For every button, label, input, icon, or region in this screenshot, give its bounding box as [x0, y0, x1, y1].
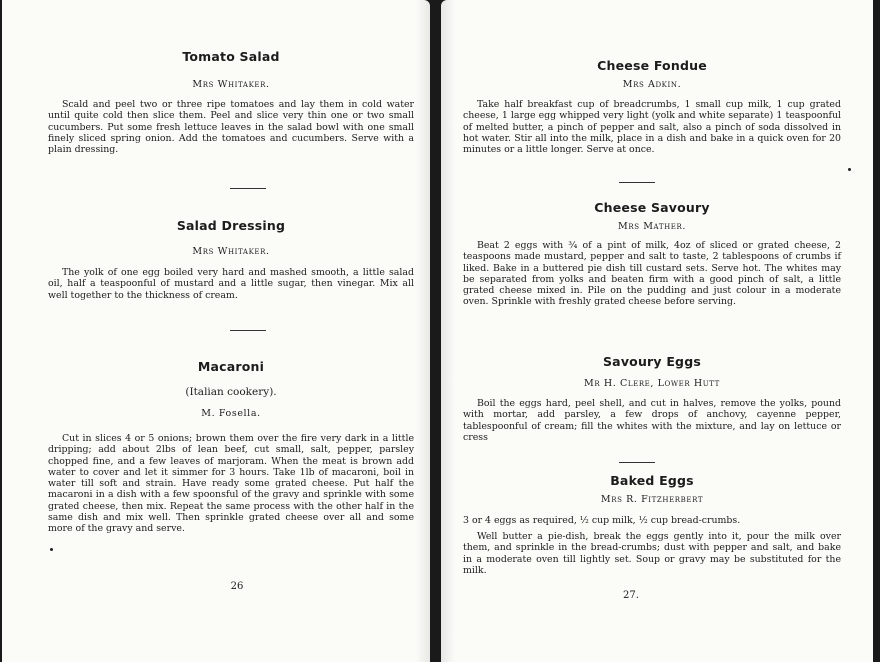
right-page	[441, 0, 873, 662]
recipe-author-savoury-eggs: Mr H. Clere, Lower Hutt	[584, 378, 720, 389]
gutter-shadow	[416, 0, 430, 662]
recipe-author-cheese-savoury: Mrs Mather.	[618, 221, 686, 232]
recipe-ingredients-baked-eggs: 3 or 4 eggs as required, ½ cup milk, ½ cup bread-crumbs.	[463, 515, 741, 526]
section-divider	[230, 330, 266, 331]
recipe-body-cheese-savoury: Beat 2 eggs with ¾ of a pint of milk, 4oz of sliced or grated cheese, 2 teaspoons made mustard, pepper and salt to taste, 2 tablespoons of crumbs if liked. Bake in a buttered pie dish till custard sets. Serve hot. The whites may be separated from yolks and beaten firm with a good pinch of salt, a little grated cheese mixed in. Pile on the pudding and just colour in a moderate oven. Sprinkle with freshly grated cheese before serving.	[463, 240, 841, 308]
section-divider	[230, 188, 266, 189]
recipe-title-cheese-savoury: Cheese Savoury	[594, 200, 710, 215]
recipe-body-salad-dressing: The yolk of one egg boiled very hard and mashed smooth, a little salad oil, half a teaspoonful of mustard and a little sugar, then vinegar. Mix all well together to the thickness of cream.	[48, 267, 414, 301]
recipe-subtitle-macaroni: (Italian cookery).	[185, 386, 277, 398]
recipe-author-cheese-fondue: Mrs Adkin.	[622, 79, 682, 90]
print-speck	[848, 168, 851, 171]
recipe-author-baked-eggs: Mrs R. Fitzherbert	[600, 494, 704, 505]
recipe-title-salad-dressing: Salad Dressing	[176, 218, 286, 233]
recipe-body-tomato-salad: Scald and peel two or three ripe tomatoes and lay them in cold water until quite cold then slice them. Peel and slice very thin one or two small cucumbers. Put some fresh lettuce leaves in the salad bowl with one small finely sliced spring onion. Add the tomatoes and cucumbers. Serve with a plain dressing.	[48, 99, 414, 156]
recipe-title-baked-eggs: Baked Eggs	[610, 473, 694, 488]
left-page	[2, 0, 430, 662]
page-number: 26	[230, 581, 244, 592]
recipe-body-cheese-fondue: Take half breakfast cup of breadcrumbs, 1 small cup milk, 1 cup grated cheese, 1 large egg whipped very light (yolk and white separate) 1 teaspoonful of melted butter, a pinch of pepper and salt, also a pinch of soda dissolved in hot water. Stir all into the milk, place in a dish and bake in a quick oven for 20 minutes or a little longer. Serve at once.	[463, 99, 841, 156]
page-number: 27.	[623, 590, 639, 601]
recipe-author-tomato-salad: Mrs Whitaker.	[192, 79, 270, 90]
recipe-body-savoury-eggs: Boil the eggs hard, peel shell, and cut in halves, remove the yolks, pound with mortar, add parsley, a few drops of anchovy, cayenne pepper, tablespoonful of cream; fill the whites with the mixture, and lay on lettuce or cress	[463, 398, 841, 443]
section-divider	[619, 182, 655, 183]
recipe-body-macaroni: Cut in slices 4 or 5 onions; brown them over the fire very dark in a little dripping; add about 2lbs of lean beef, cut small, salt, pepper, parsley chopped fine, and a few leaves of marjoram. When the meat is brown add water to cover and let it simmer for 3 hours. Take 1lb of macaroni, boil in water till soft and strain. Have ready some grated cheese. Put half the macaroni in a dish with a few spoonsful of the gravy and sprinkle with some grated cheese, then mix. Repeat the same process with the other half in the same dish and mix well. Then sprinkle grated cheese over all and some more of the gravy and serve.	[48, 433, 414, 535]
recipe-body-baked-eggs: Well butter a pie-dish, break the eggs gently into it, pour the milk over them, and sprinkle in the bread-crumbs; dust with pepper and salt, and bake in a moderate oven till lightly set. Soup or gravy may be substituted for the milk.	[463, 531, 841, 576]
recipe-title-macaroni: Macaroni	[197, 359, 265, 374]
recipe-title-tomato-salad: Tomato Salad	[182, 49, 280, 64]
recipe-title-cheese-fondue: Cheese Fondue	[597, 58, 707, 73]
recipe-author-salad-dressing: Mrs Whitaker.	[192, 246, 270, 257]
gutter-shadow	[441, 0, 455, 662]
recipe-author-macaroni: M. Fosella.	[201, 408, 261, 419]
recipe-title-savoury-eggs: Savoury Eggs	[602, 354, 701, 369]
section-divider	[619, 462, 655, 463]
print-speck	[50, 548, 53, 551]
